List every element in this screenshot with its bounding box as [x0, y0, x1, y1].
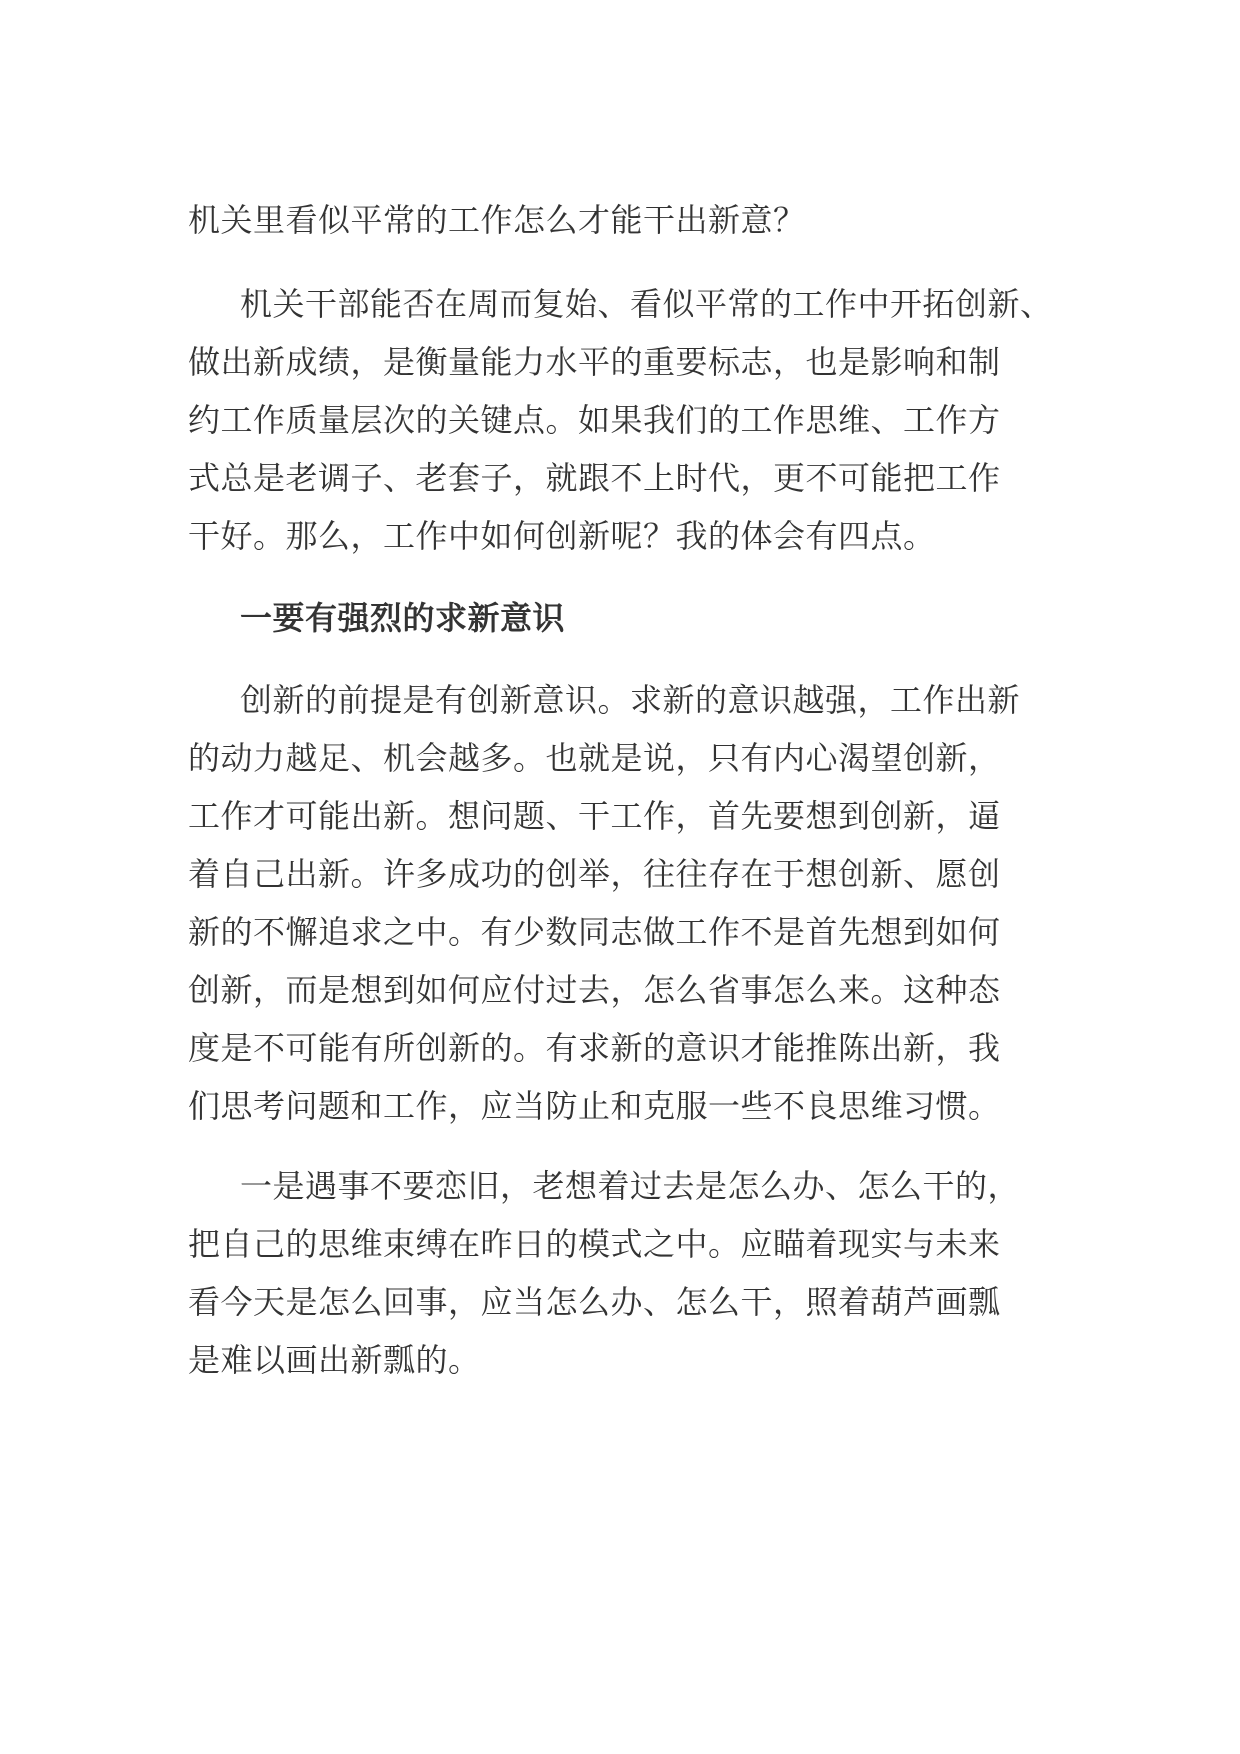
- point1-line: 把自己的思维束缚在昨日的模式之中。应瞄着现实与未来: [188, 1225, 1001, 1263]
- point1-line: 看今天是怎么回事，应当怎么办、怎么干，照着葫芦画瓢: [188, 1283, 1001, 1321]
- section1-line: 度是不可能有所创新的。有求新的意识才能推陈出新，我: [188, 1029, 1001, 1067]
- document-title: 机关里看似平常的工作怎么才能干出新意？: [188, 201, 806, 239]
- section1-line: 创新，而是想到如何应付过去，怎么省事怎么来。这种态: [188, 971, 1001, 1009]
- section1-line: 的动力越足、机会越多。也就是说，只有内心渴望创新，: [188, 739, 1001, 777]
- intro-line: 机关干部能否在周而复始、看似平常的工作中开拓创新、: [240, 285, 1053, 323]
- section-heading: 一要有强烈的求新意识: [240, 599, 566, 637]
- section1-line: 着自己出新。许多成功的创举，往往存在于想创新、愿创: [188, 855, 1001, 893]
- intro-line: 式总是老调子、老套子，就跟不上时代，更不可能把工作: [188, 459, 1001, 497]
- intro-line: 干好。那么，工作中如何创新呢？我的体会有四点。: [188, 517, 936, 555]
- intro-line: 做出新成绩，是衡量能力水平的重要标志，也是影响和制: [188, 343, 1001, 381]
- section1-line: 工作才可能出新。想问题、干工作，首先要想到创新，逼: [188, 797, 1001, 835]
- section1-line: 新的不懈追求之中。有少数同志做工作不是首先想到如何: [188, 913, 1001, 951]
- section1-line: 创新的前提是有创新意识。求新的意识越强，工作出新: [240, 681, 1021, 719]
- point1-line: 一是遇事不要恋旧，老想着过去是怎么办、怎么干的，: [240, 1167, 1021, 1205]
- section1-line: 们思考问题和工作，应当防止和克服一些不良思维习惯。: [188, 1087, 1001, 1125]
- point1-line: 是难以画出新瓢的。: [188, 1341, 481, 1379]
- intro-line: 约工作质量层次的关键点。如果我们的工作思维、工作方: [188, 401, 1001, 439]
